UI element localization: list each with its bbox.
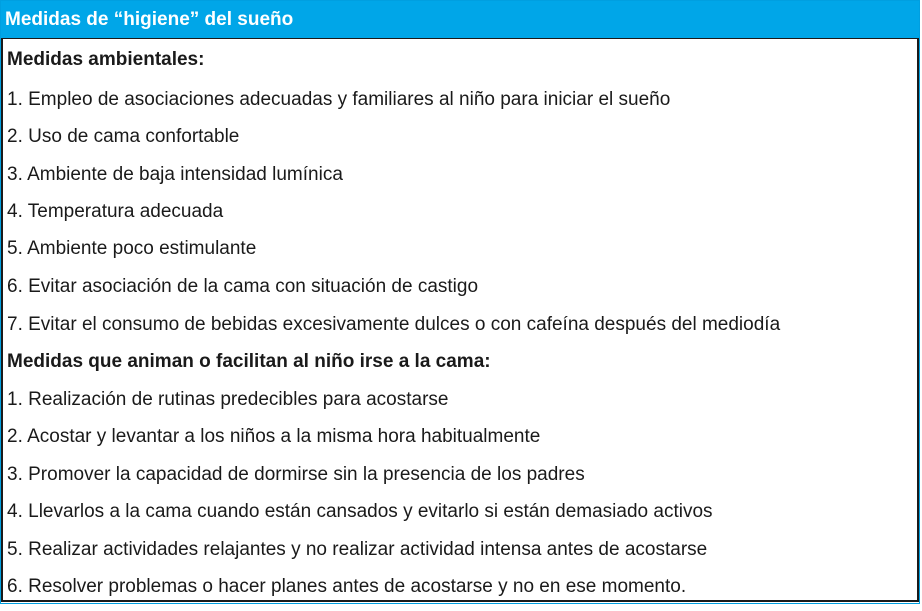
list-item: 1. Empleo de asociaciones adecuadas y familiares al niño para iniciar el sueño <box>7 89 671 110</box>
list-item: 5. Realizar actividades relajantes y no realizar actividad intensa antes de acostarse <box>7 539 708 560</box>
list-item: 6. Evitar asociación de la cama con situación de castigo <box>7 276 479 297</box>
list-item: 1. Realización de rutinas predecibles para acostarse <box>7 389 449 410</box>
list-item: 2. Uso de cama confortable <box>7 126 240 147</box>
list-item: 3. Promover la capacidad de dormirse sin la presencia de los padres <box>7 464 585 485</box>
list-item: 6. Resolver problemas o hacer planes antes de acostarse y no en ese momento. <box>7 576 687 597</box>
list-item: 4. Temperatura adecuada <box>7 201 224 222</box>
list-item: 7. Evitar el consumo de bebidas excesivamente dulces o con cafeína después del mediodía <box>7 314 781 335</box>
list-item: 2. Acostar y levantar a los niños a la misma hora habitualmente <box>7 426 541 447</box>
section-heading-bedtime: Medidas que animan o facilitan al niño irse a la cama: <box>7 351 491 372</box>
list-item: 4. Llevarlos a la cama cuando están cansados y evitarlo si están demasiado activos <box>7 501 713 522</box>
list-item: 3. Ambiente de baja intensidad lumínica <box>7 164 343 185</box>
table-body <box>1 39 919 602</box>
list-item: 5. Ambiente poco estimulante <box>7 238 257 259</box>
section-heading-environmental: Medidas ambientales: <box>7 49 205 70</box>
table-title: Medidas de “higiene” del sueño <box>1 1 919 39</box>
